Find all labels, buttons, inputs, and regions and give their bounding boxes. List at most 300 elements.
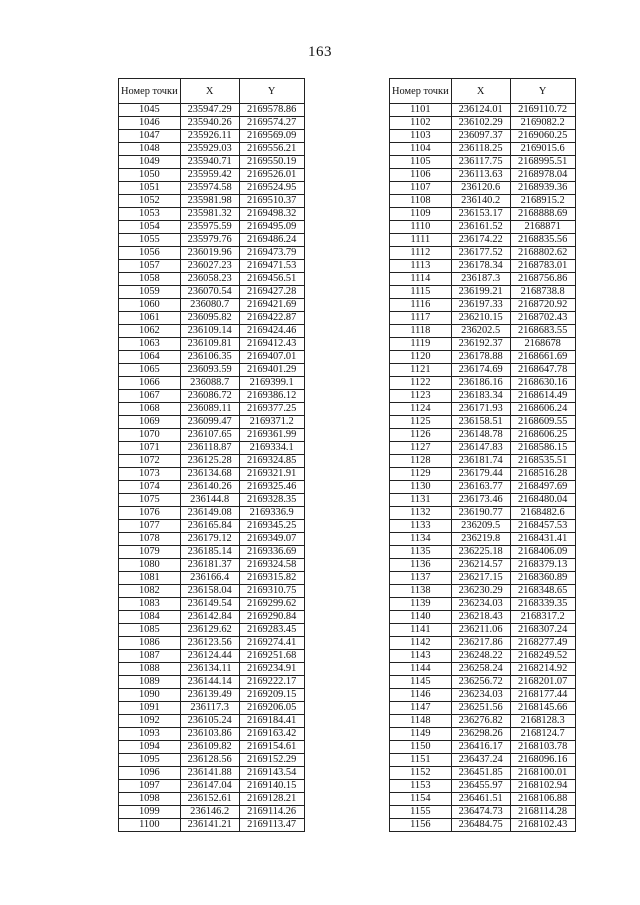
x-coordinate-cell: 236177.52 (451, 247, 510, 260)
x-coordinate-cell: 236173.46 (451, 494, 510, 507)
point-number-cell: 1118 (390, 325, 452, 338)
point-number-cell: 1077 (119, 520, 181, 533)
y-coordinate-cell: 2169234.91 (239, 663, 304, 676)
point-number-cell: 1152 (390, 767, 452, 780)
table-row (119, 208, 305, 221)
y-coordinate-cell: 2168995.51 (510, 156, 575, 169)
point-number-cell: 1061 (119, 312, 181, 325)
table-row (390, 338, 576, 351)
table-row (390, 546, 576, 559)
table-row (390, 572, 576, 585)
x-coordinate-cell: 236124.01 (451, 104, 510, 117)
point-number-cell: 1105 (390, 156, 452, 169)
table-row (119, 260, 305, 273)
point-number-cell: 1155 (390, 806, 452, 819)
table-row (119, 689, 305, 702)
table-row (390, 611, 576, 624)
x-coordinate-cell: 236186.16 (451, 377, 510, 390)
table-row (390, 767, 576, 780)
table-row (390, 689, 576, 702)
y-coordinate-cell: 2168348.65 (510, 585, 575, 598)
point-number-cell: 1142 (390, 637, 452, 650)
point-number-cell: 1104 (390, 143, 452, 156)
table-row (119, 650, 305, 663)
x-coordinate-cell: 236088.7 (180, 377, 239, 390)
x-coordinate-cell: 236437.24 (451, 754, 510, 767)
y-coordinate-cell: 2169422.87 (239, 312, 304, 325)
x-coordinate-cell: 236251.56 (451, 702, 510, 715)
point-number-cell: 1074 (119, 481, 181, 494)
table-row (119, 520, 305, 533)
table-row (119, 403, 305, 416)
y-coordinate-cell: 2169427.28 (239, 286, 304, 299)
y-coordinate-cell: 2169082.2 (510, 117, 575, 130)
x-coordinate-cell: 236187.3 (451, 273, 510, 286)
y-coordinate-cell: 2169015.6 (510, 143, 575, 156)
coordinates-table-left (118, 78, 305, 832)
y-coordinate-cell: 2169060.25 (510, 130, 575, 143)
x-coordinate-cell: 236129.62 (180, 624, 239, 637)
y-coordinate-cell: 2168535.51 (510, 455, 575, 468)
point-number-cell: 1112 (390, 247, 452, 260)
y-coordinate-cell: 2169114.26 (239, 806, 304, 819)
point-number-cell: 1140 (390, 611, 452, 624)
y-coordinate-cell: 2169163.42 (239, 728, 304, 741)
point-number-cell: 1051 (119, 182, 181, 195)
x-coordinate-cell: 236192.37 (451, 338, 510, 351)
point-number-cell: 1137 (390, 572, 452, 585)
x-coordinate-cell: 236230.29 (451, 585, 510, 598)
x-coordinate-cell: 235947.29 (180, 104, 239, 117)
table-row (390, 728, 576, 741)
x-coordinate-cell: 236118.25 (451, 143, 510, 156)
table-row (119, 533, 305, 546)
point-number-cell: 1115 (390, 286, 452, 299)
point-number-cell: 1145 (390, 676, 452, 689)
x-coordinate-cell: 236070.54 (180, 286, 239, 299)
point-number-cell: 1150 (390, 741, 452, 754)
x-coordinate-cell: 236103.86 (180, 728, 239, 741)
table-row (390, 260, 576, 273)
y-coordinate-cell: 2168201.07 (510, 676, 575, 689)
point-number-cell: 1129 (390, 468, 452, 481)
x-coordinate-cell: 236218.43 (451, 611, 510, 624)
y-coordinate-cell: 2168102.94 (510, 780, 575, 793)
table-row (390, 156, 576, 169)
x-coordinate-cell: 236134.68 (180, 468, 239, 481)
point-number-cell: 1082 (119, 585, 181, 598)
y-coordinate-cell: 2169371.2 (239, 416, 304, 429)
x-coordinate-cell: 236117.3 (180, 702, 239, 715)
x-coordinate-cell: 236141.88 (180, 767, 239, 780)
y-coordinate-cell: 2169324.85 (239, 455, 304, 468)
table-row (119, 767, 305, 780)
point-number-cell: 1059 (119, 286, 181, 299)
x-coordinate-cell: 236258.24 (451, 663, 510, 676)
y-coordinate-cell: 2169321.91 (239, 468, 304, 481)
x-coordinate-cell: 236019.96 (180, 247, 239, 260)
table-row (390, 429, 576, 442)
y-coordinate-cell: 2169495.09 (239, 221, 304, 234)
x-coordinate-cell: 236455.97 (451, 780, 510, 793)
header-point-number: Номер точки (119, 79, 181, 104)
x-coordinate-cell: 236058.23 (180, 273, 239, 286)
x-coordinate-cell: 236199.21 (451, 286, 510, 299)
table-row (390, 780, 576, 793)
point-number-cell: 1116 (390, 299, 452, 312)
point-number-cell: 1065 (119, 364, 181, 377)
point-number-cell: 1111 (390, 234, 452, 247)
table-row (119, 819, 305, 832)
x-coordinate-cell: 236105.24 (180, 715, 239, 728)
x-coordinate-cell: 236109.14 (180, 325, 239, 338)
x-coordinate-cell: 236146.2 (180, 806, 239, 819)
y-coordinate-cell: 2169324.58 (239, 559, 304, 572)
x-coordinate-cell: 236298.26 (451, 728, 510, 741)
x-coordinate-cell: 236276.82 (451, 715, 510, 728)
x-coordinate-cell: 236097.37 (451, 130, 510, 143)
table-row (119, 377, 305, 390)
point-number-cell: 1124 (390, 403, 452, 416)
point-number-cell: 1072 (119, 455, 181, 468)
point-number-cell: 1052 (119, 195, 181, 208)
x-coordinate-cell: 236234.03 (451, 689, 510, 702)
y-coordinate-cell: 2169456.51 (239, 273, 304, 286)
y-coordinate-cell: 2169299.62 (239, 598, 304, 611)
y-coordinate-cell: 2169113.47 (239, 819, 304, 832)
table-row (119, 325, 305, 338)
table-row (390, 143, 576, 156)
table-row (119, 299, 305, 312)
y-coordinate-cell: 2168360.89 (510, 572, 575, 585)
x-coordinate-cell: 236217.86 (451, 637, 510, 650)
table-row (119, 390, 305, 403)
x-coordinate-cell: 236474.73 (451, 806, 510, 819)
point-number-cell: 1093 (119, 728, 181, 741)
y-coordinate-cell: 2168480.04 (510, 494, 575, 507)
y-coordinate-cell: 2169498.32 (239, 208, 304, 221)
y-coordinate-cell: 2168431.41 (510, 533, 575, 546)
table-row (119, 806, 305, 819)
header-x: X (451, 79, 510, 104)
x-coordinate-cell: 236174.69 (451, 364, 510, 377)
table-row (119, 598, 305, 611)
y-coordinate-cell: 2168114.28 (510, 806, 575, 819)
table-row (119, 702, 305, 715)
point-number-cell: 1108 (390, 195, 452, 208)
point-number-cell: 1125 (390, 416, 452, 429)
point-number-cell: 1080 (119, 559, 181, 572)
table-row (390, 221, 576, 234)
point-number-cell: 1153 (390, 780, 452, 793)
y-coordinate-cell: 2169510.37 (239, 195, 304, 208)
table-row (119, 221, 305, 234)
x-coordinate-cell: 236147.83 (451, 442, 510, 455)
point-number-cell: 1085 (119, 624, 181, 637)
x-coordinate-cell: 235929.03 (180, 143, 239, 156)
x-coordinate-cell: 236109.82 (180, 741, 239, 754)
y-coordinate-cell: 2169222.17 (239, 676, 304, 689)
x-coordinate-cell: 236219.8 (451, 533, 510, 546)
point-number-cell: 1071 (119, 442, 181, 455)
coordinates-table-right (389, 78, 576, 832)
point-number-cell: 1121 (390, 364, 452, 377)
y-coordinate-cell: 2169407.01 (239, 351, 304, 364)
x-coordinate-cell: 236139.49 (180, 689, 239, 702)
table-row (390, 325, 576, 338)
x-coordinate-cell: 236178.34 (451, 260, 510, 273)
y-coordinate-cell: 2169569.09 (239, 130, 304, 143)
point-number-cell: 1143 (390, 650, 452, 663)
table-row (119, 715, 305, 728)
y-coordinate-cell: 2169184.41 (239, 715, 304, 728)
table-row (119, 572, 305, 585)
y-coordinate-cell: 2169556.21 (239, 143, 304, 156)
table-row (390, 676, 576, 689)
table-row (119, 286, 305, 299)
table-row (119, 780, 305, 793)
y-coordinate-cell: 2169421.69 (239, 299, 304, 312)
x-coordinate-cell: 236120.6 (451, 182, 510, 195)
point-number-cell: 1053 (119, 208, 181, 221)
x-coordinate-cell: 236256.72 (451, 676, 510, 689)
x-coordinate-cell: 236185.14 (180, 546, 239, 559)
table-row (119, 143, 305, 156)
x-coordinate-cell: 236181.37 (180, 559, 239, 572)
table-row (390, 494, 576, 507)
x-coordinate-cell: 236158.51 (451, 416, 510, 429)
table-row (390, 715, 576, 728)
y-coordinate-cell: 2168177.44 (510, 689, 575, 702)
y-coordinate-cell: 2168124.7 (510, 728, 575, 741)
table-row (119, 676, 305, 689)
point-number-cell: 1102 (390, 117, 452, 130)
table-row (390, 624, 576, 637)
table-row (390, 468, 576, 481)
y-coordinate-cell: 2169526.01 (239, 169, 304, 182)
x-coordinate-cell: 235926.11 (180, 130, 239, 143)
table-row (119, 364, 305, 377)
point-number-cell: 1048 (119, 143, 181, 156)
point-number-cell: 1050 (119, 169, 181, 182)
x-coordinate-cell: 236134.11 (180, 663, 239, 676)
x-coordinate-cell: 236179.44 (451, 468, 510, 481)
table-row (390, 364, 576, 377)
x-coordinate-cell: 236148.78 (451, 429, 510, 442)
x-coordinate-cell: 236165.84 (180, 520, 239, 533)
point-number-cell: 1056 (119, 247, 181, 260)
x-coordinate-cell: 236202.5 (451, 325, 510, 338)
table-row (119, 156, 305, 169)
x-coordinate-cell: 236234.03 (451, 598, 510, 611)
table-row (119, 494, 305, 507)
point-number-cell: 1070 (119, 429, 181, 442)
point-number-cell: 1136 (390, 559, 452, 572)
x-coordinate-cell: 236125.28 (180, 455, 239, 468)
point-number-cell: 1091 (119, 702, 181, 715)
point-number-cell: 1083 (119, 598, 181, 611)
point-number-cell: 1049 (119, 156, 181, 169)
x-coordinate-cell: 236109.81 (180, 338, 239, 351)
point-number-cell: 1117 (390, 312, 452, 325)
y-coordinate-cell: 2168783.01 (510, 260, 575, 273)
x-coordinate-cell: 236086.72 (180, 390, 239, 403)
point-number-cell: 1095 (119, 754, 181, 767)
y-coordinate-cell: 2168871 (510, 221, 575, 234)
x-coordinate-cell: 235940.26 (180, 117, 239, 130)
point-number-cell: 1148 (390, 715, 452, 728)
table-row (119, 234, 305, 247)
point-number-cell: 1141 (390, 624, 452, 637)
x-coordinate-cell: 236416.17 (451, 741, 510, 754)
y-coordinate-cell: 2168802.62 (510, 247, 575, 260)
table-row (119, 117, 305, 130)
x-coordinate-cell: 236152.61 (180, 793, 239, 806)
x-coordinate-cell: 236142.84 (180, 611, 239, 624)
y-coordinate-cell: 2168406.09 (510, 546, 575, 559)
y-coordinate-cell: 2168647.78 (510, 364, 575, 377)
point-number-cell: 1147 (390, 702, 452, 715)
point-number-cell: 1119 (390, 338, 452, 351)
y-coordinate-cell: 2169140.15 (239, 780, 304, 793)
y-coordinate-cell: 2168738.8 (510, 286, 575, 299)
y-coordinate-cell: 2169550.19 (239, 156, 304, 169)
table-row (390, 806, 576, 819)
y-coordinate-cell: 2168915.2 (510, 195, 575, 208)
x-coordinate-cell: 236140.26 (180, 481, 239, 494)
point-number-cell: 1144 (390, 663, 452, 676)
point-number-cell: 1078 (119, 533, 181, 546)
point-number-cell: 1120 (390, 351, 452, 364)
table-row (390, 416, 576, 429)
x-coordinate-cell: 236181.74 (451, 455, 510, 468)
point-number-cell: 1081 (119, 572, 181, 585)
table-row (119, 559, 305, 572)
table-row (119, 793, 305, 806)
x-coordinate-cell: 236124.44 (180, 650, 239, 663)
table-row (119, 624, 305, 637)
y-coordinate-cell: 2168307.24 (510, 624, 575, 637)
y-coordinate-cell: 2168661.69 (510, 351, 575, 364)
y-coordinate-cell: 2168939.36 (510, 182, 575, 195)
point-number-cell: 1114 (390, 273, 452, 286)
x-coordinate-cell: 236153.17 (451, 208, 510, 221)
x-coordinate-cell: 235981.32 (180, 208, 239, 221)
point-number-cell: 1154 (390, 793, 452, 806)
x-coordinate-cell: 236166.4 (180, 572, 239, 585)
table-row (119, 468, 305, 481)
y-coordinate-cell: 2169206.05 (239, 702, 304, 715)
y-coordinate-cell: 2169143.54 (239, 767, 304, 780)
point-number-cell: 1134 (390, 533, 452, 546)
y-coordinate-cell: 2169328.35 (239, 494, 304, 507)
y-coordinate-cell: 2169424.46 (239, 325, 304, 338)
x-coordinate-cell: 236123.56 (180, 637, 239, 650)
y-coordinate-cell: 2169325.46 (239, 481, 304, 494)
table-row (119, 546, 305, 559)
point-number-cell: 1109 (390, 208, 452, 221)
x-coordinate-cell: 236210.15 (451, 312, 510, 325)
y-coordinate-cell: 2168835.56 (510, 234, 575, 247)
table-row (390, 312, 576, 325)
table-row (390, 182, 576, 195)
point-number-cell: 1046 (119, 117, 181, 130)
point-number-cell: 1128 (390, 455, 452, 468)
y-coordinate-cell: 2168339.35 (510, 598, 575, 611)
y-coordinate-cell: 2169524.95 (239, 182, 304, 195)
point-number-cell: 1079 (119, 546, 181, 559)
table-row (390, 507, 576, 520)
x-coordinate-cell: 236118.87 (180, 442, 239, 455)
table-row (390, 234, 576, 247)
y-coordinate-cell: 2168128.3 (510, 715, 575, 728)
y-coordinate-cell: 2168678 (510, 338, 575, 351)
point-number-cell: 1122 (390, 377, 452, 390)
x-coordinate-cell: 236484.75 (451, 819, 510, 832)
y-coordinate-cell: 2169361.99 (239, 429, 304, 442)
x-coordinate-cell: 236451.85 (451, 767, 510, 780)
y-coordinate-cell: 2168888.69 (510, 208, 575, 221)
x-coordinate-cell: 235979.76 (180, 234, 239, 247)
table-row (390, 130, 576, 143)
table-row (119, 247, 305, 260)
table-row (390, 793, 576, 806)
table-row (390, 247, 576, 260)
point-number-cell: 1156 (390, 819, 452, 832)
point-number-cell: 1047 (119, 130, 181, 143)
y-coordinate-cell: 2169274.41 (239, 637, 304, 650)
x-coordinate-cell: 236248.22 (451, 650, 510, 663)
table-row (390, 195, 576, 208)
x-coordinate-cell: 236128.56 (180, 754, 239, 767)
y-coordinate-cell: 2168102.43 (510, 819, 575, 832)
table-row (390, 663, 576, 676)
y-coordinate-cell: 2169377.25 (239, 403, 304, 416)
table-row (390, 169, 576, 182)
point-number-cell: 1127 (390, 442, 452, 455)
x-coordinate-cell: 236095.82 (180, 312, 239, 325)
table-header-row (119, 79, 305, 104)
table-row (119, 416, 305, 429)
table-row (119, 130, 305, 143)
point-number-cell: 1107 (390, 182, 452, 195)
x-coordinate-cell: 236178.88 (451, 351, 510, 364)
x-coordinate-cell: 235940.71 (180, 156, 239, 169)
table-row (390, 481, 576, 494)
table-row (119, 182, 305, 195)
table-row (390, 377, 576, 390)
y-coordinate-cell: 2168249.52 (510, 650, 575, 663)
y-coordinate-cell: 2169290.84 (239, 611, 304, 624)
point-number-cell: 1097 (119, 780, 181, 793)
y-coordinate-cell: 2169154.61 (239, 741, 304, 754)
point-number-cell: 1089 (119, 676, 181, 689)
y-coordinate-cell: 2169209.15 (239, 689, 304, 702)
point-number-cell: 1092 (119, 715, 181, 728)
header-x: X (180, 79, 239, 104)
x-coordinate-cell: 236141.21 (180, 819, 239, 832)
x-coordinate-cell: 235974.58 (180, 182, 239, 195)
point-number-cell: 1130 (390, 481, 452, 494)
y-coordinate-cell: 2169386.12 (239, 390, 304, 403)
point-number-cell: 1069 (119, 416, 181, 429)
x-coordinate-cell: 236140.2 (451, 195, 510, 208)
y-coordinate-cell: 2169152.29 (239, 754, 304, 767)
y-coordinate-cell: 2168606.25 (510, 429, 575, 442)
table-row (119, 728, 305, 741)
table-row (390, 559, 576, 572)
x-coordinate-cell: 235959.42 (180, 169, 239, 182)
